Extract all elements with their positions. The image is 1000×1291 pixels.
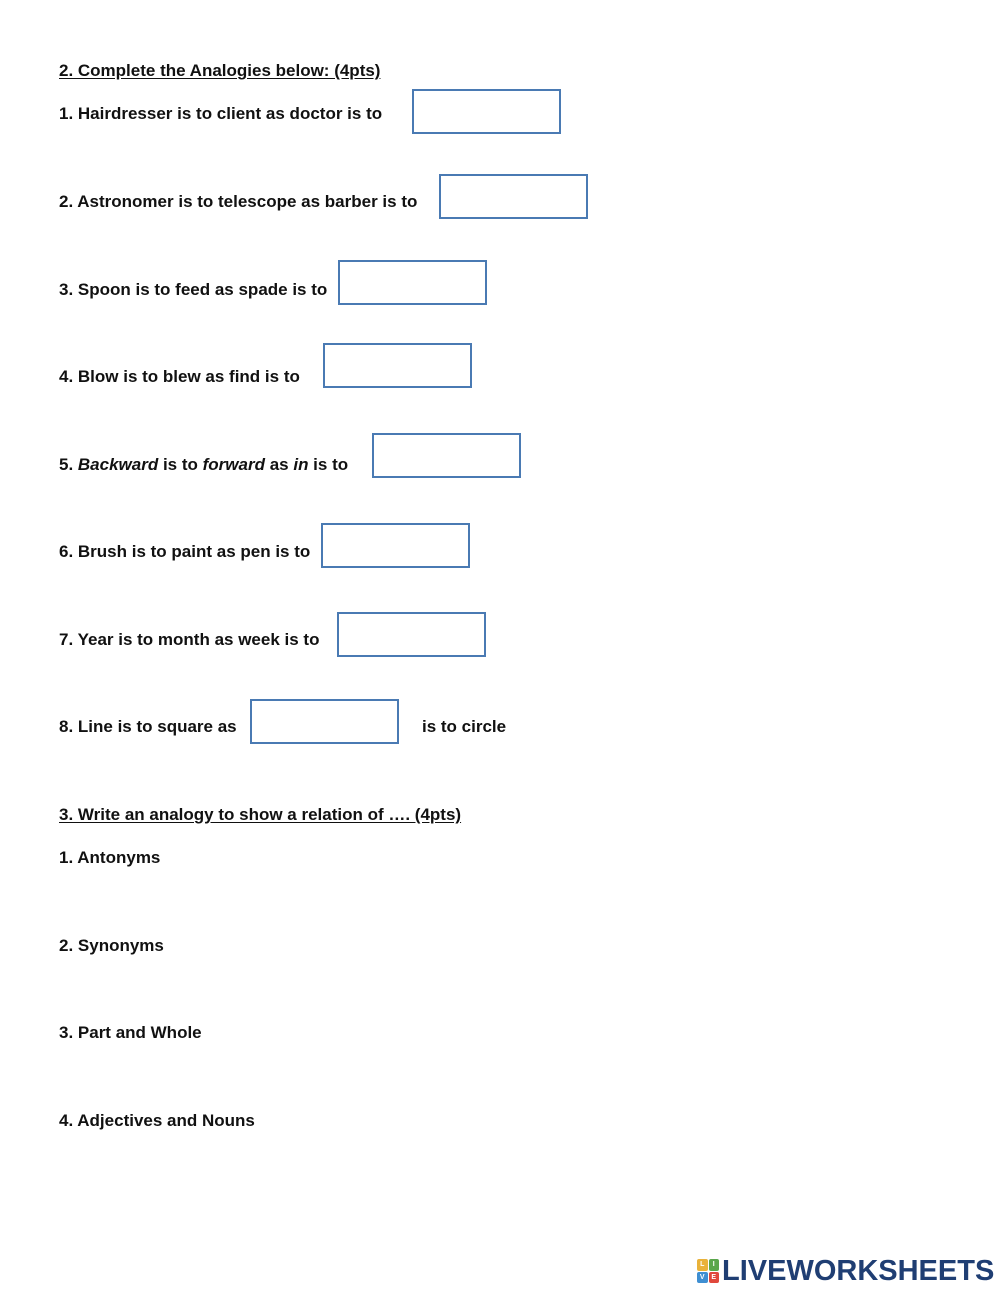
analogy-item-6-text: 6. Brush is to paint as pen is to <box>59 542 311 561</box>
analogy-item-2-text: 2. Astronomer is to telescope as barber is to <box>59 192 418 211</box>
analogy-item-8-text: 8. Line is to square as <box>59 717 237 736</box>
item-5-connector-1: is to <box>158 455 203 474</box>
analogy-item-8-suffix: is to circle <box>422 717 507 736</box>
logo-tile-v: V <box>697 1272 708 1284</box>
relation-item-antonyms: 1. Antonyms <box>59 848 161 867</box>
relation-item-part-whole: 3. Part and Whole <box>59 1023 202 1042</box>
item-5-word-forward: forward <box>202 455 265 474</box>
logo-tiles-icon <box>697 1259 719 1283</box>
section-3-heading: 3. Write an analogy to show a relation of …. (4pts) <box>59 805 462 824</box>
analogy-item-4-text: 4. Blow is to blew as find is to <box>59 367 300 386</box>
analogy-answer-2[interactable] <box>439 174 588 219</box>
analogy-answer-6[interactable] <box>321 523 470 568</box>
liveworksheets-logo <box>697 1256 994 1286</box>
analogy-answer-5[interactable] <box>372 433 521 478</box>
relation-item-adjectives-nouns: 4. Adjectives and Nouns <box>59 1111 255 1130</box>
logo-wordmark: LIVEWORKSHEETS <box>722 1255 995 1287</box>
analogy-answer-4[interactable] <box>323 343 472 388</box>
analogy-item-3-text: 3. Spoon is to feed as spade is to <box>59 280 328 299</box>
item-5-connector-3: is to <box>308 455 349 474</box>
section-2-heading: 2. Complete the Analogies below: (4pts) <box>59 61 381 80</box>
item-5-word-backward: Backward <box>77 455 159 474</box>
analogy-item-1-text: 1. Hairdresser is to client as doctor is to <box>59 104 383 123</box>
analogy-answer-3[interactable] <box>338 260 487 305</box>
logo-tile-l: L <box>697 1259 708 1271</box>
analogy-item-5-text <box>59 455 348 475</box>
item-5-word-in: in <box>293 455 309 474</box>
item-5-connector-2: as <box>264 455 294 474</box>
analogy-answer-7[interactable] <box>337 612 486 657</box>
analogy-answer-8[interactable] <box>250 699 399 744</box>
analogy-item-7-text: 7. Year is to month as week is to <box>59 630 320 649</box>
relation-item-synonyms: 2. Synonyms <box>59 936 164 955</box>
logo-tile-e: E <box>709 1272 720 1284</box>
item-5-number: 5. <box>59 455 78 474</box>
analogy-answer-1[interactable] <box>412 89 561 134</box>
logo-tile-i: I <box>709 1259 720 1271</box>
